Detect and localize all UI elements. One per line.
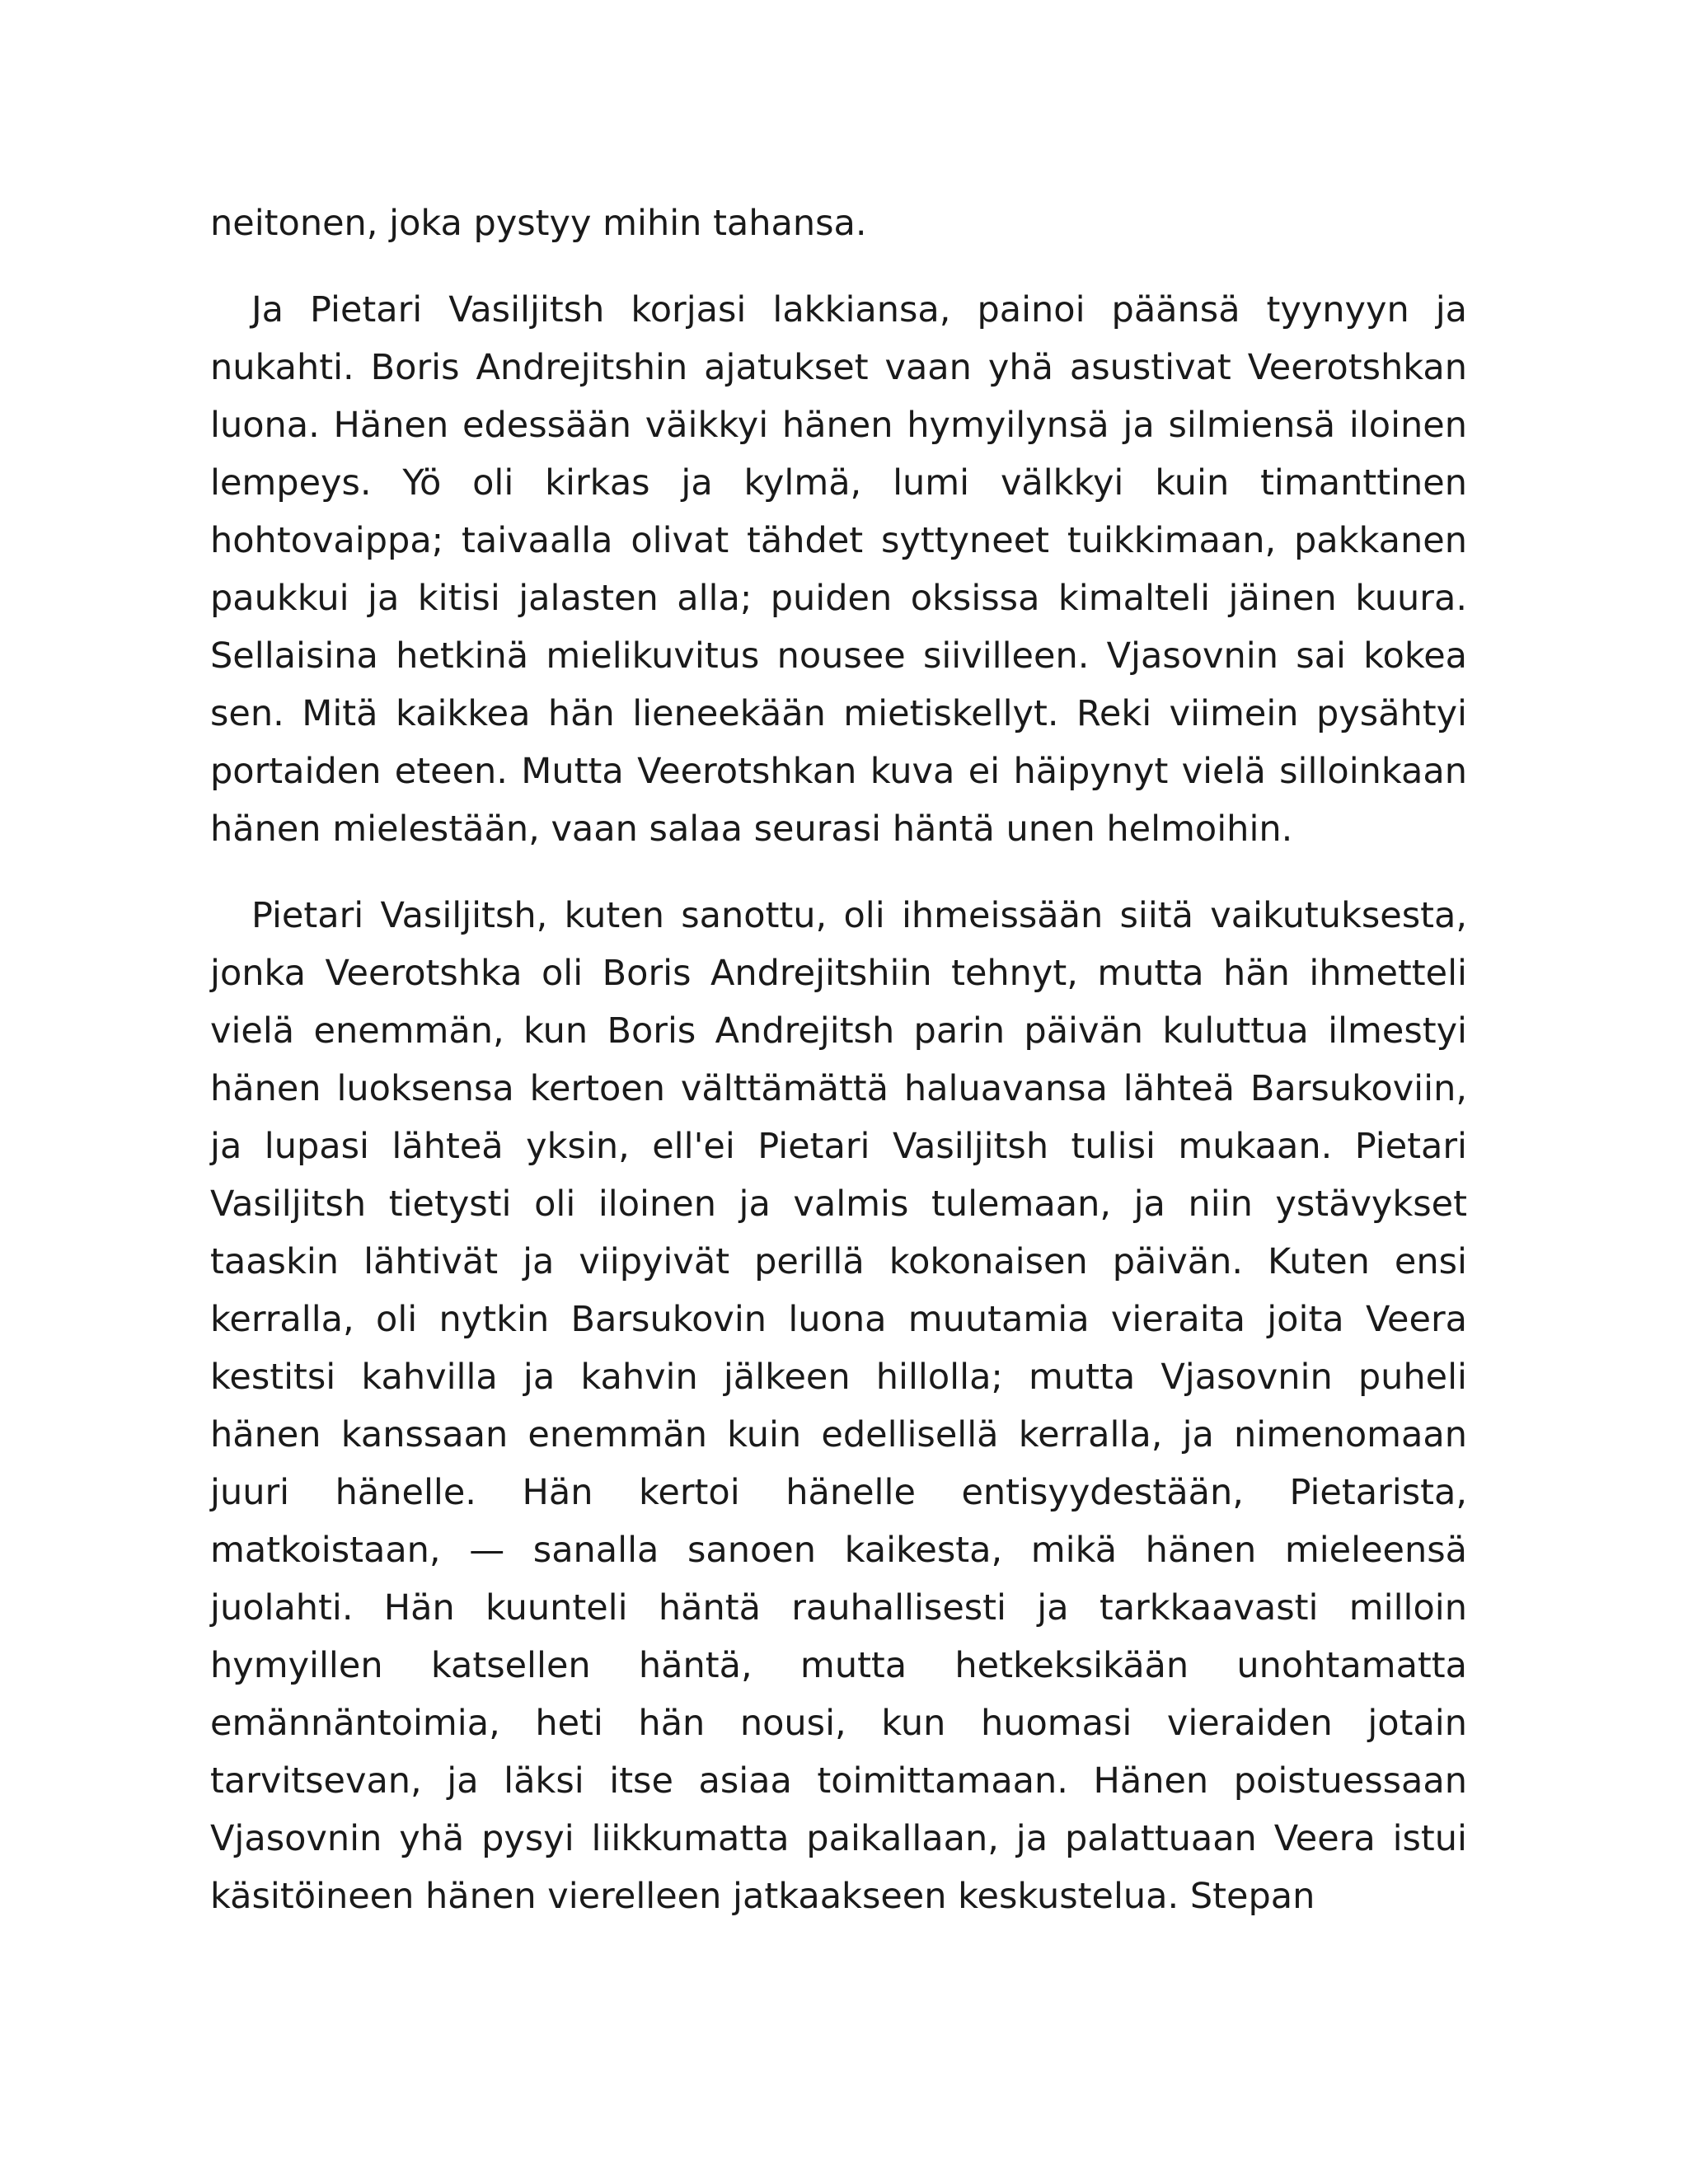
paragraph: Pietari Vasiljitsh, kuten sanottu, oli ihmeissään siitä vaikutuksesta, jonka Veerotshka oli Boris Andrejitshiin tehnyt, mutta hän ihmetteli vielä enemmän, kun Boris Andrejitsh parin päivän kuluttua ilmestyi hänen luoksensa kertoen välttämättä haluavansa lähteä Barsukoviin, ja lupasi lähteä yksin, ell'ei Pietari Vasiljitsh tulisi mukaan. Pietari Vasiljitsh tietysti oli iloinen ja valmis tulemaan, ja niin ystävykset taaskin lähtivät ja viipyivät perillä kokonaisen päivän. Kuten ensi kerralla, oli nytkin Barsukovin luona muutamia vieraita joita Veera kestitsi kahvilla ja kahvin jälkeen hillolla; mutta Vjasovnin puheli hänen kanssaan enemmän kuin edellisellä kerralla, ja nimenomaan juuri hänelle. Hän kertoi hänelle entisyydestään, Pietarista, matkoistaan, — sanalla sanoen kaikesta, mikä hänen mieleensä juolahti. Hän kuunteli häntä rauhallisesti ja tarkkaavasti milloin hymyillen katsellen häntä, mutta hetkeksikään unohtamatta emännäntoimia, heti hän nousi, kun huomasi vieraiden jotain tarvitsevan, ja läksi itse asiaa toimittamaan. Hänen poistuessaan Vjasovnin yhä pysyi liikkumatta paikallaan, ja palattuaan Veera istui käsitöineen hänen vierelleen jatkaakseen keskustelua. Stepan xyxy=(210,895,1467,1917)
paragraph: Ja Pietari Vasiljitsh korjasi lakkiansa, painoi päänsä tyynyyn ja nukahti. Boris Andrejitshin ajatukset vaan yhä asustivat Veerotshkan luona. Hänen edessään väikkyi hänen hymyilynsä ja silmiensä iloinen lempeys. Yö oli kirkas ja kylmä, lumi välkkyi kuin timanttinen hohtovaippa; taivaalla olivat tähdet syttyneet tuikkimaan, pakkanen paukkui ja kitisi jalasten alla; puiden oksissa kimalteli jäinen kuura. Sellaisina hetkinä mielikuvitus nousee siivilleen. Vjasovnin sai kokea sen. Mitä kaikkea hän lieneekään mietiskellyt. Reki viimein pysähtyi portaiden eteen. Mutta Veerotshkan kuva ei häipynyt vielä silloinkaan hänen mielestään, vaan salaa seurasi häntä unen helmoihin. xyxy=(210,289,1467,850)
paragraph-continuation: neitonen, joka pystyy mihin tahansa. xyxy=(210,203,867,244)
body-text xyxy=(210,194,1467,1925)
